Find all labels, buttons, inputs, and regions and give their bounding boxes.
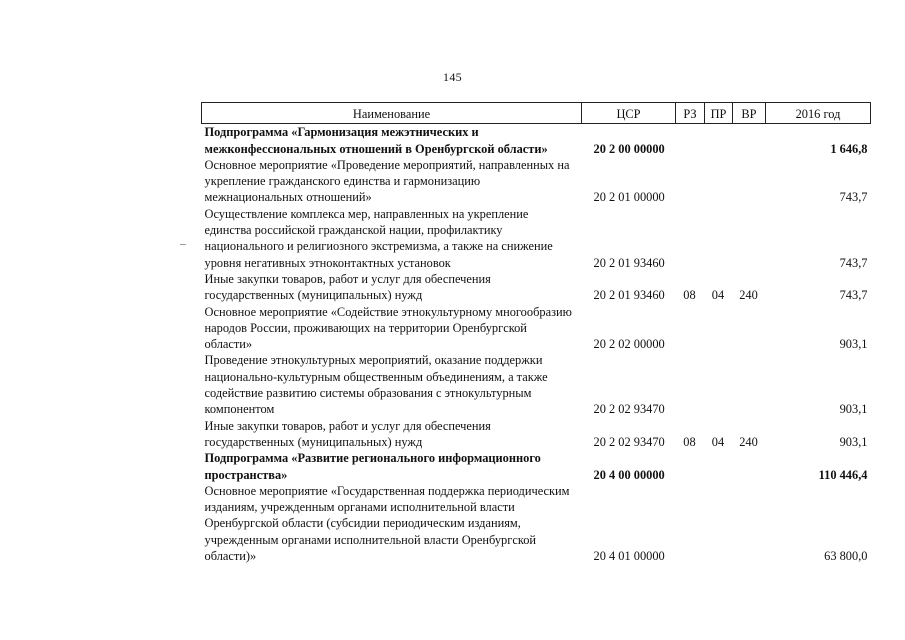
row-pr bbox=[705, 304, 733, 353]
header-pr: ПР bbox=[705, 103, 733, 124]
row-csr: 20 4 00 00000 bbox=[593, 467, 665, 482]
row-vr: 240 bbox=[739, 288, 758, 303]
row-csr: 20 2 02 93470 bbox=[593, 434, 665, 449]
table-row bbox=[202, 418, 871, 451]
row-name: Иные закупки товаров, работ и услуг для обеспечения государственных (муниципальных) нужд bbox=[204, 418, 491, 449]
row-vr bbox=[733, 352, 766, 417]
row-name: Основное мероприятие «Государственная поддержка периодическим изданиям, учрежденным органами исполнительной власти Оренбургской области (субсидии периодическим изданиям, учрежденным органами исполнительной власти Оренбургской области)» bbox=[204, 483, 570, 564]
row-vr bbox=[733, 157, 766, 206]
row-amount: 743,7 bbox=[839, 255, 868, 270]
header-vr: ВР bbox=[733, 103, 766, 124]
row-pr bbox=[705, 450, 733, 483]
row-rz bbox=[676, 124, 705, 157]
row-pr bbox=[705, 206, 733, 271]
row-pr bbox=[705, 483, 733, 564]
header-rz: РЗ bbox=[676, 103, 705, 124]
row-vr: 240 bbox=[739, 434, 758, 449]
row-vr bbox=[733, 206, 766, 271]
row-amount: 63 800,0 bbox=[824, 549, 868, 564]
row-csr: 20 2 01 93460 bbox=[593, 255, 665, 270]
row-csr: 20 2 01 93460 bbox=[593, 288, 665, 303]
row-rz: 08 bbox=[683, 434, 696, 449]
table-row bbox=[202, 483, 871, 564]
budget-table bbox=[201, 102, 871, 564]
margin-mark bbox=[180, 244, 186, 245]
row-amount: 903,1 bbox=[839, 434, 868, 449]
table-header-row bbox=[202, 103, 871, 124]
row-pr: 04 bbox=[711, 434, 725, 449]
row-rz bbox=[676, 483, 705, 564]
row-name: Подпрограмма «Развитие регионального информационного пространства» bbox=[204, 451, 541, 482]
table-row bbox=[202, 304, 871, 353]
row-rz bbox=[676, 352, 705, 417]
row-name: Проведение этнокультурных мероприятий, оказание поддержки национально-культурным общественным объединениям, а также содействие развитию системы образования с этнокультурным компонентом bbox=[204, 353, 548, 417]
row-rz bbox=[676, 304, 705, 353]
table-row bbox=[202, 271, 871, 304]
row-csr: 20 2 02 00000 bbox=[593, 337, 665, 352]
row-csr: 20 2 02 93470 bbox=[593, 402, 665, 417]
row-amount: 110 446,4 bbox=[818, 467, 868, 482]
row-amount: 903,1 bbox=[839, 402, 868, 417]
row-vr bbox=[733, 304, 766, 353]
row-rz bbox=[676, 206, 705, 271]
row-name: Подпрограмма «Гармонизация межэтнических и межконфессиональных отношений в Оренбургской области» bbox=[204, 125, 548, 156]
row-rz: 08 bbox=[683, 288, 696, 303]
table-row bbox=[202, 352, 871, 417]
row-vr bbox=[733, 483, 766, 564]
row-pr bbox=[705, 124, 733, 157]
row-rz bbox=[676, 157, 705, 206]
row-pr bbox=[705, 157, 733, 206]
header-year: 2016 год bbox=[766, 103, 871, 124]
table-row bbox=[202, 450, 871, 483]
page-number: 145 bbox=[443, 70, 462, 84]
table-row bbox=[202, 206, 871, 271]
row-csr: 20 4 01 00000 bbox=[593, 549, 665, 564]
row-name: Иные закупки товаров, работ и услуг для обеспечения государственных (муниципальных) нужд bbox=[204, 271, 491, 303]
row-name: Основное мероприятие «Содействие этнокультурному многообразию народов России, проживающих на территории Оренбургской области» bbox=[204, 304, 572, 352]
row-rz bbox=[676, 450, 705, 483]
row-pr bbox=[705, 352, 733, 417]
header-csr: ЦСР bbox=[582, 103, 676, 124]
row-csr: 20 2 00 00000 bbox=[593, 141, 665, 156]
row-name: Основное мероприятие «Проведение мероприятий, направленных на укрепление гражданского единства и гармонизацию межнациональных отношений» bbox=[204, 157, 570, 205]
table-row bbox=[202, 124, 871, 157]
row-vr bbox=[733, 124, 766, 157]
row-name: Осуществление комплекса мер, направленных на укрепление единства российской гражданской нации, профилактику национального и религиозного экстремизма, а также на снижение уровня негативных этноконтактных установок bbox=[204, 206, 553, 270]
row-amount: 903,1 bbox=[839, 337, 868, 352]
header-name: Наименование bbox=[202, 103, 582, 124]
row-amount: 743,7 bbox=[839, 288, 868, 303]
row-pr: 04 bbox=[711, 288, 725, 303]
table-body bbox=[202, 124, 871, 565]
row-csr: 20 2 01 00000 bbox=[593, 190, 665, 205]
table-row bbox=[202, 157, 871, 206]
row-amount: 1 646,8 bbox=[830, 141, 868, 156]
row-vr bbox=[733, 450, 766, 483]
row-amount: 743,7 bbox=[839, 190, 868, 205]
